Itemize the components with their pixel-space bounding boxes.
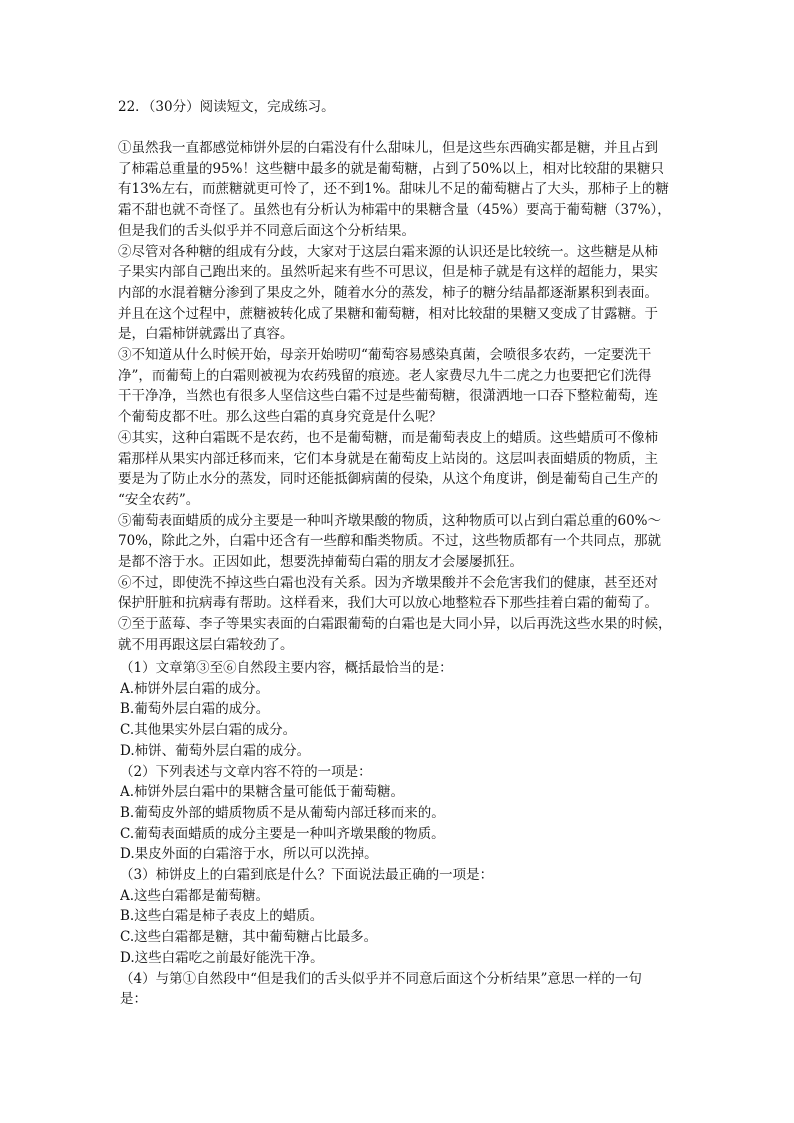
- question-line: （4）与第①自然段中“但是我们的舌头似乎并不同意后面这个分析结果”意思一样的一句: [120, 970, 642, 987]
- text-line: 是，白霜柿饼就露出了真容。: [118, 326, 294, 343]
- text-line: 霜不甜也就不奇怪了。虽然也有分析认为柿霜中的果糖含量（45%）要高于葡萄糖（37%），: [118, 202, 671, 219]
- text-line: 霜那样从果实内部迁移而来，它们本身就是在葡萄皮上站岗的。这层叫表面蜡质的物质，主: [118, 450, 658, 467]
- text-line: ④其实，这种白霜既不是农药，也不是葡萄糖，而是葡萄表皮上的蜡质。这些蜡质可不像柿: [118, 429, 658, 446]
- text-line: 要是为了防止水分的蒸发，同时还能抵御病菌的侵染，从这个角度讲，倒是葡萄自己生产的: [118, 471, 658, 488]
- option-line: C.葡萄表面蜡质的成分主要是一种叫齐墩果酸的物质。: [120, 825, 445, 842]
- text-line: 并且在这个过程中，蔗糖被转化成了果糖和葡萄糖，相对比较甜的果糖又变成了甘露糖。于: [118, 305, 658, 322]
- option-line: B.葡萄皮外部的蜡质物质不是从葡萄内部迁移而来的。: [120, 804, 445, 821]
- option-line: C.这些白霜都是糖，其中葡萄糖占比最多。: [120, 929, 378, 946]
- text-line: 子果实内部自己跑出来的。虽然听起来有些不可思议，但是柿子就是有这样的超能力，果实: [118, 264, 658, 281]
- text-line: ②尽管对各种糖的组成有分歧，大家对于这层白霜来源的认识还是比较统一。这些糖是从柿: [118, 243, 658, 260]
- option-line: A.柿饼外层白霜的成分。: [120, 680, 270, 697]
- text-line: 70%，除此之外，白霜中还含有一些醇和酯类物质。不过，这些物质都有一个共同点，那就: [118, 533, 662, 550]
- option-line: D.这些白霜吃之前最好能洗干净。: [120, 949, 324, 966]
- question-line: （3）柿饼皮上的白霜到底是什么？下面说法最正确的一项是：: [120, 867, 494, 883]
- text-line: 就不用再跟这层白霜较劲了。: [118, 636, 294, 653]
- text-line: 个葡萄皮都不吐。那么这些白霜的真身究竟是什么呢？: [118, 409, 442, 426]
- text-line: 是都不溶于水。正因如此，想要洗掉葡萄白霜的朋友才会屡屡抓狂。: [118, 554, 523, 570]
- question-line: （2）下列表述与文章内容不符的一项是：: [120, 763, 372, 780]
- text-line: 干干净净，当然也有很多人坚信这些白霜不过是些葡萄糖，很潇洒地一口吞下整粒葡萄，连: [118, 388, 658, 405]
- option-line: B.这些白霜是柿子表皮上的蜡质。: [120, 908, 324, 925]
- text-line: ⑥不过，即使洗不掉这些白霜也没有关系。因为齐墩果酸并不会危害我们的健康，甚至还对: [118, 574, 658, 591]
- text-line: 但是我们的舌头似乎并不同意后面这个分析结果。: [118, 222, 415, 239]
- text-line: “安全农药”。: [118, 491, 200, 508]
- question-line: 是：: [120, 991, 147, 1008]
- option-line: C.其他果实外层白霜的成分。: [120, 722, 297, 739]
- text-line: 保护肝脏和抗病毒有帮助。这样看来，我们大可以放心地整粒吞下那些挂着白霜的葡萄了。: [118, 595, 658, 612]
- question-line: （1）文章第③至⑥自然段主要内容，概括最恰当的是：: [120, 660, 453, 676]
- option-line: A.柿饼外层白霜中的果糖含量可能低于葡萄糖。: [120, 784, 405, 801]
- text-line: ③不知道从什么时候开始，母亲开始唠叨“葡萄容易感染真菌，会喷很多农药，一定要洗干: [118, 347, 652, 363]
- option-line: D.柿饼、葡萄外层白霜的成分。: [120, 742, 311, 759]
- text-line: 了柿霜总重量的95%！这些糖中最多的就是葡萄糖，占到了50%以上，相对比较甜的果糖只: [118, 160, 665, 177]
- option-line: D.果皮外面的白霜溶于水，所以可以洗掉。: [120, 846, 378, 863]
- text-line: 内部的水混着糖分渗到了果皮之外，随着水分的蒸发，柿子的糖分结晶都逐渐累积到表面。: [118, 284, 658, 301]
- text-line: 有13%左右，而蔗糖就更可怜了，还不到1%。甜味儿不足的葡萄糖占了大头，那柿子上的糖: [118, 181, 669, 198]
- option-line: A.这些白霜都是葡萄糖。: [120, 887, 270, 904]
- option-line: B.葡萄外层白霜的成分。: [120, 701, 270, 718]
- text-line: ⑤葡萄表面蜡质的成分主要是一种叫齐墩果酸的物质，这种物质可以占到白霜总重的60%～: [118, 512, 662, 529]
- text-line: 净”，而葡萄上的白霜则被视为农药残留的痕迹。老人家费尽九牛二虎之力也要把它们洗得: [118, 367, 652, 384]
- text-line: ⑦至于蓝莓、李子等果实表面的白霜跟葡萄的白霜也是大同小异，以后再洗这些水果的时候，: [118, 616, 672, 633]
- text-line: ①虽然我一直都感觉柿饼外层的白霜没有什么甜味儿，但是这些东西确实都是糖，并且占到: [118, 140, 658, 156]
- question-header: 22．（30分）阅读短文，完成练习。: [118, 99, 335, 115]
